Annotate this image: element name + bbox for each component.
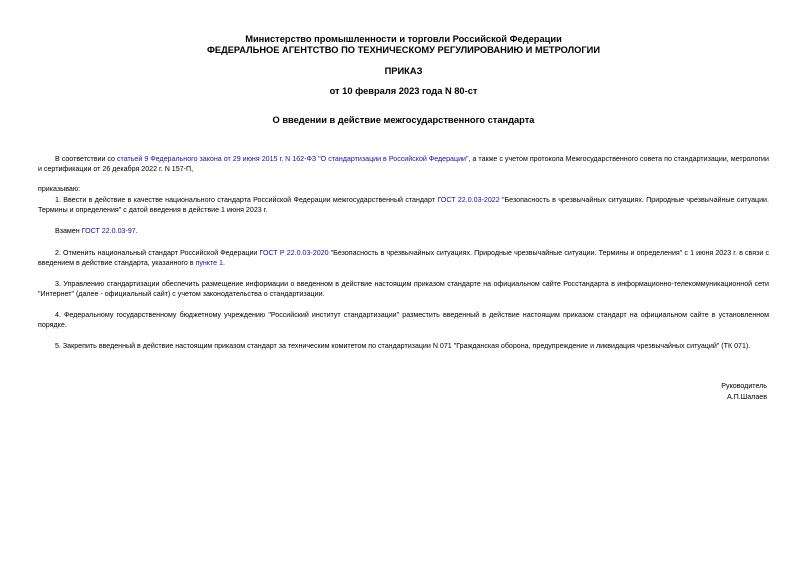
- federal-law-link[interactable]: статьей 9 Федерального закона от 29 июня 2015 г. N 162-ФЗ "О стандартизации в Российской Федерации": [116, 155, 469, 163]
- signatory-position: Руководитель: [721, 382, 767, 390]
- item-1-paragraph: [38, 196, 769, 215]
- preamble-text-1: В соответствии со: [55, 155, 117, 163]
- item-2-paragraph: [38, 249, 769, 268]
- item-1-reference-link[interactable]: пункте 1: [195, 258, 224, 267]
- item-1-text-1: 1. Ввести в действие в качестве национального стандарта Российской Федерации межгосударственный стандарт: [55, 196, 438, 204]
- item-5-paragraph: 5. Закрепить введенный в действие настоящим приказом стандарт за техническим комитетом по стандартизации N 071 "Гражданская оборона, предупреждение и ликвидация чрезвычайных ситуаций" (ТК 071).: [55, 342, 751, 350]
- item-2-text-2: "Безопасность в чрезвычайных ситуациях. Природные чрезвычайные ситуации. Термины и определения" с 1 июня 2023 г. в связи с введением в действие стандарта, указанного в: [38, 249, 769, 267]
- document-date: от 10 февраля 2023 года N 80-ст: [329, 86, 478, 96]
- preamble-paragraph: [38, 155, 769, 174]
- item-3-paragraph: 3. Управлению стандартизации обеспечить размещение информации о введенном в действие настоящим приказом стандарте на официальном сайте Росстандарта в информационно-телекоммуникационной сети "Интернет" (далее - официальный сайт) с учетом законодательства о стандартизации.: [38, 280, 769, 298]
- gost-2022-link[interactable]: ГОСТ 22.0.03-2022: [437, 196, 500, 204]
- replacement-text-1: Взамен: [55, 227, 82, 235]
- ministry-name: Министерство промышленности и торговли Российской Федерации: [245, 34, 562, 44]
- document-type: ПРИКАЗ: [384, 66, 423, 76]
- order-word: приказываю:: [38, 185, 81, 193]
- replacement-text-2: .: [135, 227, 138, 235]
- item-2-text-3: .: [223, 258, 225, 267]
- item-2-text-1: 2. Отменить национальный стандарт Российской Федерации: [55, 249, 260, 257]
- document-title: О введении в действие межгосударственного стандарта: [272, 115, 535, 125]
- preamble-text-2: , а также с учетом протокола Межгосударственного совета по стандартизации, метрологии и сертификации от 26 декабря 2022 г. N 157-П,: [38, 155, 769, 173]
- signatory-name: А.П.Шалаев: [726, 393, 767, 401]
- item-4-paragraph: 4. Федеральному государственному бюджетному учреждению "Российский институт стандартизации" разместить введенный в действие настоящим приказом стандарт на официальном сайте в установленном порядке.: [38, 311, 769, 329]
- gost-97-link[interactable]: ГОСТ 22.0.03-97: [81, 227, 136, 235]
- replacement-paragraph: [38, 227, 769, 237]
- agency-name: ФЕДЕРАЛЬНОЕ АГЕНТСТВО ПО ТЕХНИЧЕСКОМУ РЕГУЛИРОВАНИЮ И МЕТРОЛОГИИ: [206, 45, 601, 55]
- gost-r-2020-link[interactable]: ГОСТ Р 22.0.03-2020: [259, 249, 329, 257]
- item-1-text-2: "Безопасность в чрезвычайных ситуациях. Природные чрезвычайные ситуации. Термины и определения" с датой введения в действие 1 июня 2023 г.: [38, 196, 769, 214]
